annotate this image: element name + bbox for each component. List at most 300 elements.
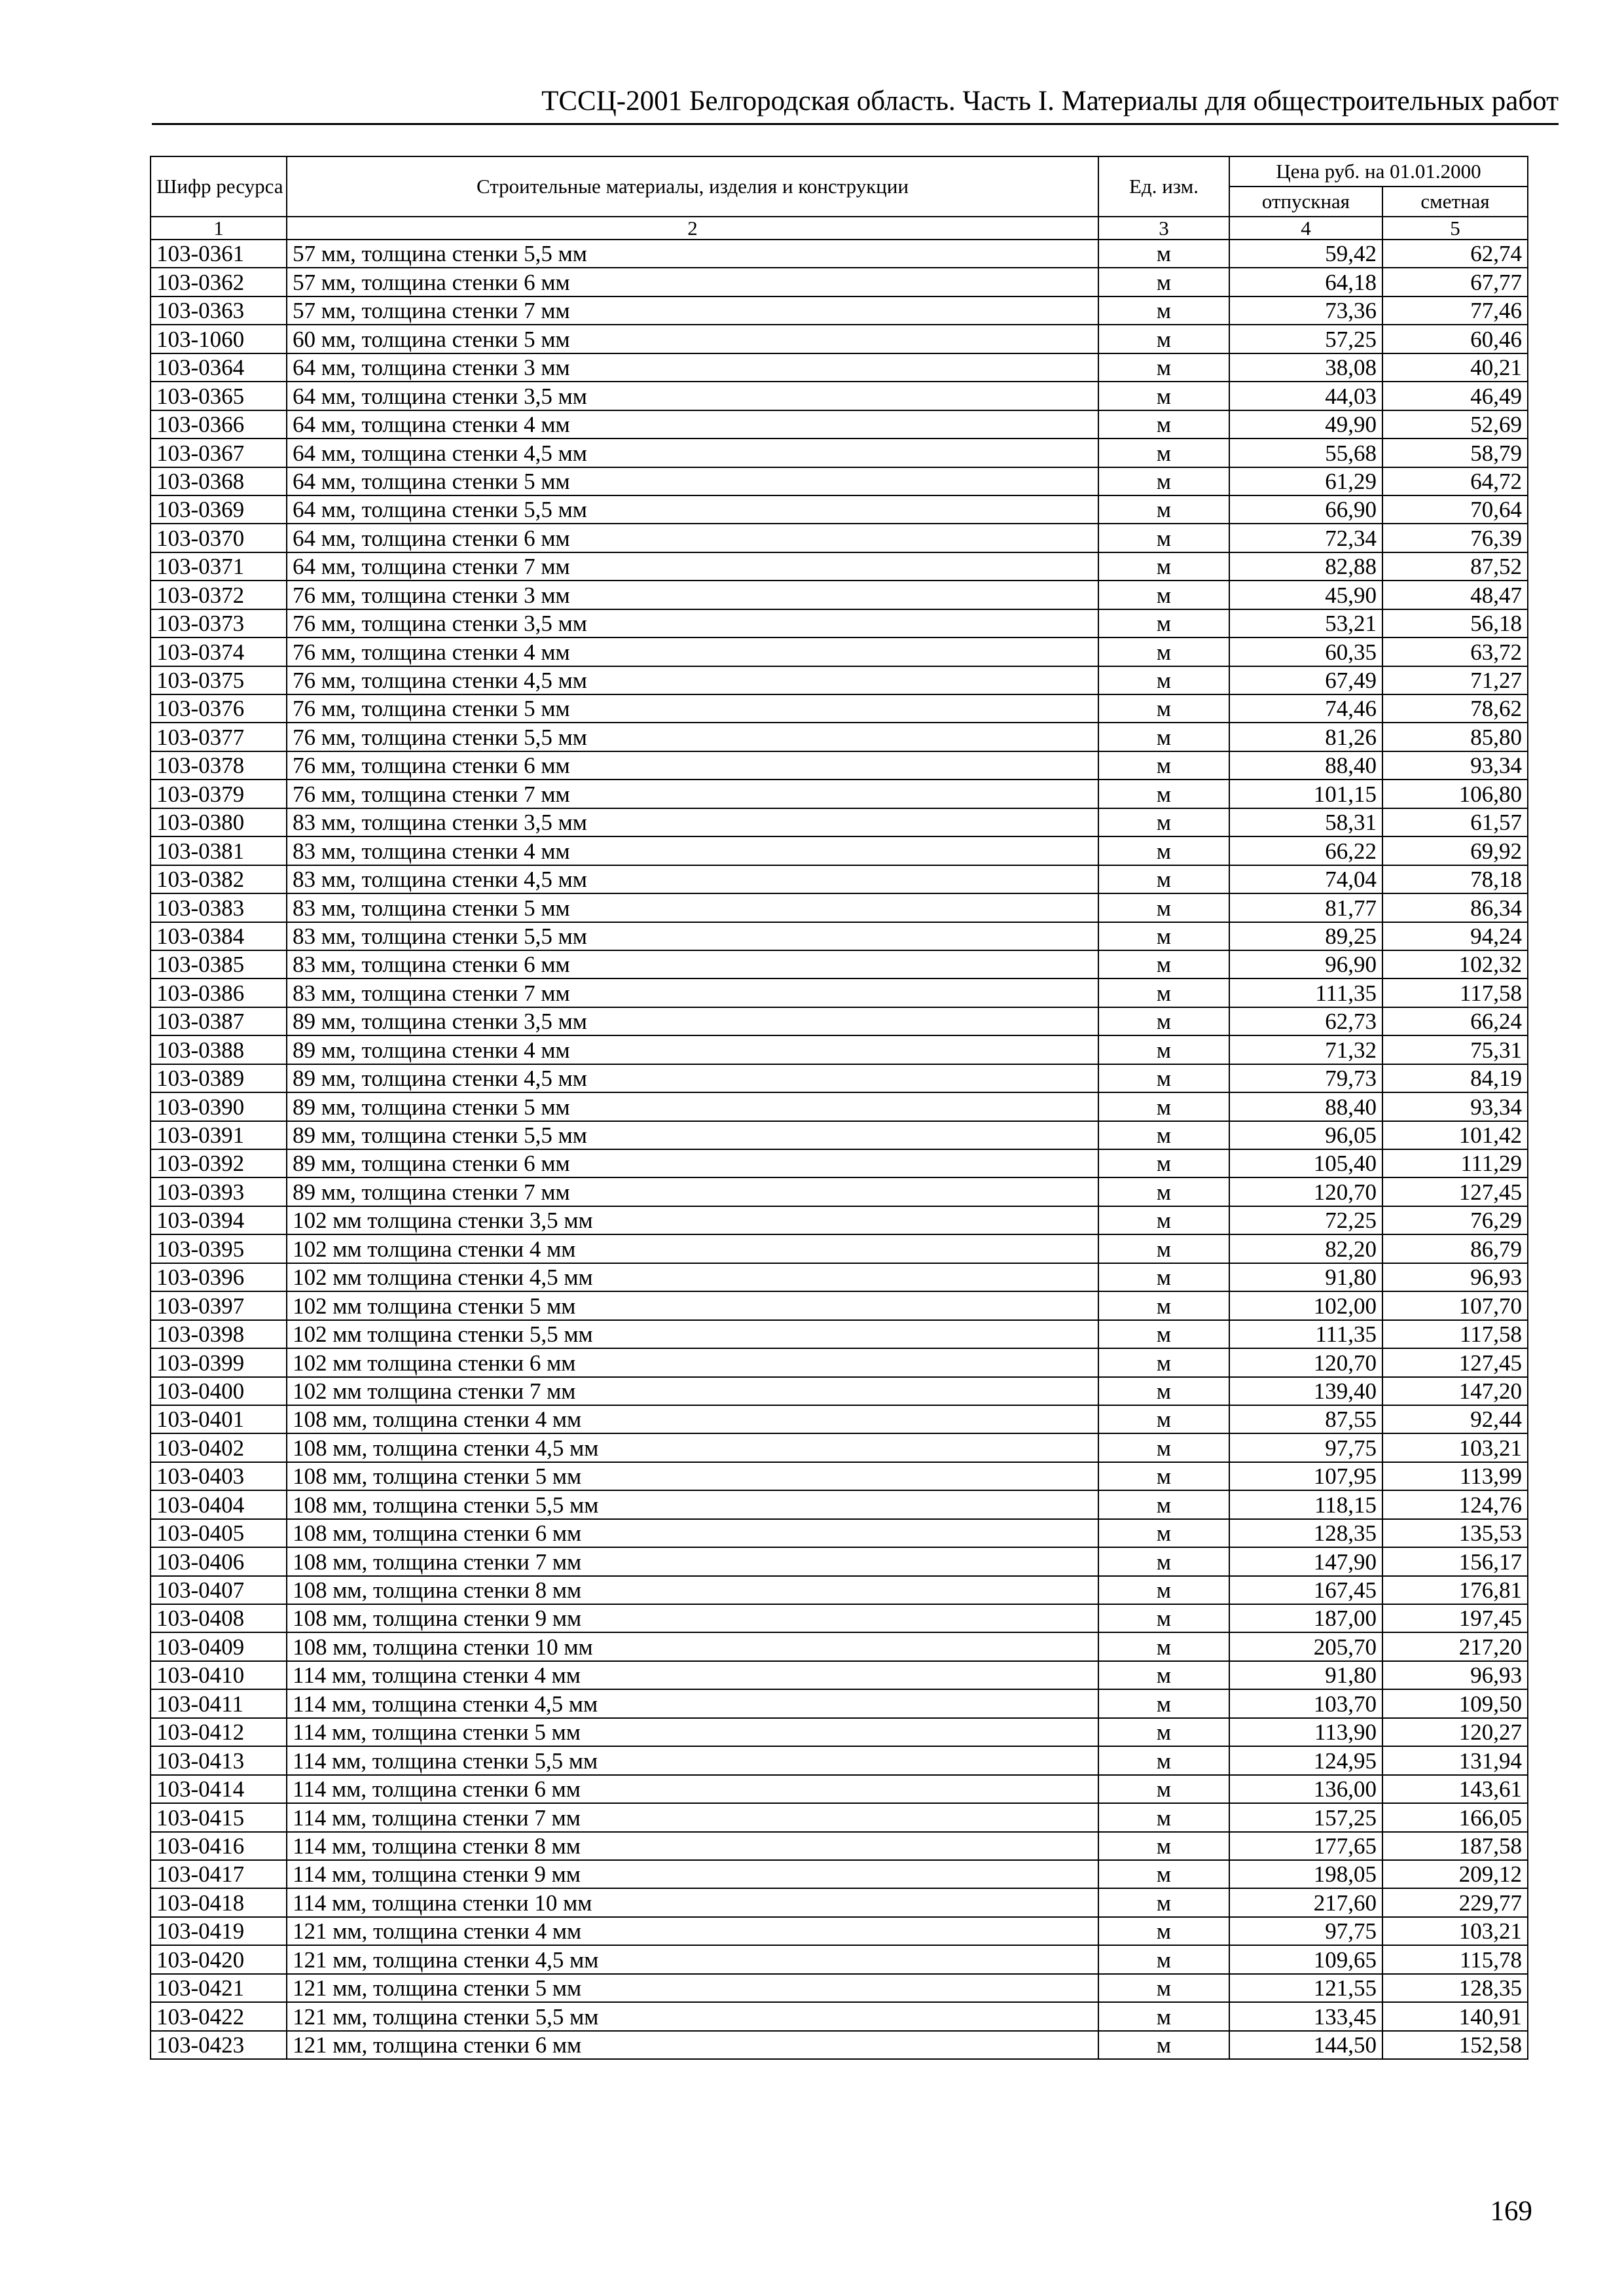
unit-cell: м	[1098, 978, 1229, 1007]
estimate-price-cell: 71,27	[1382, 666, 1528, 694]
estimate-price-cell: 217,20	[1382, 1632, 1528, 1660]
material-name-cell: 64 мм, толщина стенки 5 мм	[287, 467, 1098, 495]
unit-cell: м	[1098, 1121, 1229, 1149]
table-row	[151, 1064, 1528, 1092]
unit-cell: м	[1098, 1462, 1229, 1490]
unit-cell: м	[1098, 1064, 1229, 1092]
material-name-cell: 114 мм, толщина стенки 5 мм	[287, 1718, 1098, 1746]
unit-cell: м	[1098, 1604, 1229, 1632]
estimate-price-cell: 75,31	[1382, 1035, 1528, 1064]
release-price-cell: 74,46	[1229, 694, 1382, 723]
estimate-price-cell: 85,80	[1382, 723, 1528, 751]
estimate-price-cell: 84,19	[1382, 1064, 1528, 1092]
material-name-cell: 76 мм, толщина стенки 3 мм	[287, 581, 1098, 609]
table-row	[151, 1888, 1528, 1916]
resource-code-cell: 103-0407	[151, 1576, 287, 1604]
release-price-cell: 72,34	[1229, 524, 1382, 552]
material-name-cell: 83 мм, толщина стенки 7 мм	[287, 978, 1098, 1007]
material-name-cell: 83 мм, толщина стенки 6 мм	[287, 950, 1098, 978]
material-name-cell: 114 мм, толщина стенки 7 мм	[287, 1803, 1098, 1831]
material-name-cell: 83 мм, толщина стенки 4,5 мм	[287, 865, 1098, 893]
table-row	[151, 353, 1528, 382]
release-price-cell: 55,68	[1229, 439, 1382, 467]
table-row	[151, 1604, 1528, 1632]
estimate-price-cell: 127,45	[1382, 1177, 1528, 1206]
release-price-cell: 139,40	[1229, 1377, 1382, 1405]
table-body	[151, 240, 1528, 2059]
material-name-cell: 89 мм, толщина стенки 4 мм	[287, 1035, 1098, 1064]
resource-code-cell: 103-0421	[151, 1974, 287, 2002]
release-price-cell: 82,88	[1229, 552, 1382, 581]
release-price-cell: 81,26	[1229, 723, 1382, 751]
material-name-cell: 89 мм, толщина стенки 4,5 мм	[287, 1064, 1098, 1092]
resource-code-cell: 103-0414	[151, 1775, 287, 1803]
estimate-price-cell: 76,29	[1382, 1206, 1528, 1234]
table-row	[151, 467, 1528, 495]
header-price-group-label: Цена руб. на 01.01.2000	[1276, 160, 1481, 183]
unit-cell: м	[1098, 467, 1229, 495]
unit-cell: м	[1098, 1206, 1229, 1234]
release-price-cell: 217,60	[1229, 1888, 1382, 1916]
table-row	[151, 1035, 1528, 1064]
table-row	[151, 1405, 1528, 1433]
resource-code-cell: 103-0409	[151, 1632, 287, 1660]
estimate-price-cell: 152,58	[1382, 2031, 1528, 2059]
resource-code-cell: 103-0398	[151, 1320, 287, 1348]
unit-cell: м	[1098, 1519, 1229, 1547]
material-name-cell: 108 мм, толщина стенки 10 мм	[287, 1632, 1098, 1660]
table-row	[151, 950, 1528, 978]
header-price-release: отпускная	[1229, 187, 1382, 217]
page-header-title: ТССЦ-2001 Белгородская область. Часть I. Материалы для общестроительных работ	[152, 84, 1559, 125]
table-row	[151, 495, 1528, 524]
resource-code-cell: 103-0399	[151, 1348, 287, 1376]
material-name-cell: 83 мм, толщина стенки 4 мм	[287, 836, 1098, 865]
material-name-cell: 102 мм толщина стенки 5 мм	[287, 1291, 1098, 1319]
estimate-price-cell: 128,35	[1382, 1974, 1528, 2002]
resource-code-cell: 103-0419	[151, 1917, 287, 1945]
release-price-cell: 66,22	[1229, 836, 1382, 865]
table-row	[151, 1177, 1528, 1206]
header-name	[287, 156, 1098, 217]
material-name-cell: 102 мм толщина стенки 7 мм	[287, 1377, 1098, 1405]
material-name-cell: 64 мм, толщина стенки 3 мм	[287, 353, 1098, 382]
material-name-cell: 114 мм, толщина стенки 8 мм	[287, 1832, 1098, 1860]
resource-code-cell: 103-0382	[151, 865, 287, 893]
material-name-cell: 76 мм, толщина стенки 3,5 мм	[287, 609, 1098, 637]
material-name-cell: 64 мм, толщина стенки 4,5 мм	[287, 439, 1098, 467]
material-name-cell: 57 мм, толщина стенки 5,5 мм	[287, 240, 1098, 268]
table-row	[151, 1234, 1528, 1263]
release-price-cell: 67,49	[1229, 666, 1382, 694]
unit-cell: м	[1098, 723, 1229, 751]
resource-code-cell: 103-0387	[151, 1007, 287, 1035]
material-name-cell: 89 мм, толщина стенки 5,5 мм	[287, 1121, 1098, 1149]
unit-cell: м	[1098, 1291, 1229, 1319]
table-row	[151, 808, 1528, 836]
unit-cell: м	[1098, 1490, 1229, 1518]
resource-code-cell: 103-0415	[151, 1803, 287, 1831]
resource-code-cell: 103-0413	[151, 1746, 287, 1774]
unit-cell: м	[1098, 1718, 1229, 1746]
estimate-price-cell: 61,57	[1382, 808, 1528, 836]
table-row	[151, 382, 1528, 410]
table-row	[151, 666, 1528, 694]
material-name-cell: 64 мм, толщина стенки 6 мм	[287, 524, 1098, 552]
release-price-cell: 187,00	[1229, 1604, 1382, 1632]
material-name-cell: 108 мм, толщина стенки 9 мм	[287, 1604, 1098, 1632]
material-name-cell: 108 мм, толщина стенки 4,5 мм	[287, 1433, 1098, 1462]
release-price-cell: 60,35	[1229, 637, 1382, 666]
resource-code-cell: 103-0404	[151, 1490, 287, 1518]
material-name-cell: 108 мм, толщина стенки 5,5 мм	[287, 1490, 1098, 1518]
estimate-price-cell: 229,77	[1382, 1888, 1528, 1916]
table-row	[151, 1121, 1528, 1149]
release-price-cell: 111,35	[1229, 978, 1382, 1007]
unit-cell: м	[1098, 893, 1229, 922]
release-price-cell: 109,65	[1229, 1945, 1382, 1973]
estimate-price-cell: 102,32	[1382, 950, 1528, 978]
resource-code-cell: 103-0379	[151, 780, 287, 808]
resource-code-cell: 103-0362	[151, 268, 287, 296]
release-price-cell: 157,25	[1229, 1803, 1382, 1831]
release-price-cell: 81,77	[1229, 893, 1382, 922]
header-price-group	[1229, 156, 1528, 187]
release-price-cell: 120,70	[1229, 1177, 1382, 1206]
estimate-price-cell: 147,20	[1382, 1377, 1528, 1405]
table-row	[151, 637, 1528, 666]
resource-code-cell: 103-0363	[151, 296, 287, 325]
header-unit	[1098, 156, 1229, 217]
estimate-price-cell: 115,78	[1382, 1945, 1528, 1973]
estimate-price-cell: 101,42	[1382, 1121, 1528, 1149]
estimate-price-cell: 46,49	[1382, 382, 1528, 410]
release-price-cell: 79,73	[1229, 1064, 1382, 1092]
unit-cell: м	[1098, 1263, 1229, 1291]
release-price-cell: 102,00	[1229, 1291, 1382, 1319]
material-name-cell: 102 мм толщина стенки 4 мм	[287, 1234, 1098, 1263]
material-name-cell: 121 мм, толщина стенки 6 мм	[287, 2031, 1098, 2059]
resource-code-cell: 103-0423	[151, 2031, 287, 2059]
release-price-cell: 88,40	[1229, 751, 1382, 780]
estimate-price-cell: 187,58	[1382, 1832, 1528, 1860]
resource-code-cell: 103-0405	[151, 1519, 287, 1547]
table-row	[151, 439, 1528, 467]
release-price-cell: 57,25	[1229, 325, 1382, 353]
header-code	[151, 156, 287, 217]
material-name-cell: 89 мм, толщина стенки 3,5 мм	[287, 1007, 1098, 1035]
estimate-price-cell: 197,45	[1382, 1604, 1528, 1632]
unit-cell: м	[1098, 524, 1229, 552]
unit-cell: м	[1098, 751, 1229, 780]
table-header-row	[151, 156, 1528, 187]
table-row	[151, 893, 1528, 922]
table-row	[151, 1149, 1528, 1177]
resource-code-cell: 103-0369	[151, 495, 287, 524]
table-row	[151, 1519, 1528, 1547]
table-row	[151, 552, 1528, 581]
resource-code-cell: 103-0385	[151, 950, 287, 978]
resource-code-cell: 103-0368	[151, 467, 287, 495]
unit-cell: м	[1098, 1945, 1229, 1973]
material-name-cell: 76 мм, толщина стенки 5,5 мм	[287, 723, 1098, 751]
release-price-cell: 64,18	[1229, 268, 1382, 296]
table-row	[151, 1348, 1528, 1376]
resource-code-cell: 103-0406	[151, 1547, 287, 1575]
release-price-cell: 71,32	[1229, 1035, 1382, 1064]
material-name-cell: 89 мм, толщина стенки 6 мм	[287, 1149, 1098, 1177]
release-price-cell: 45,90	[1229, 581, 1382, 609]
resource-code-cell: 103-0394	[151, 1206, 287, 1234]
release-price-cell: 205,70	[1229, 1632, 1382, 1660]
estimate-price-cell: 64,72	[1382, 467, 1528, 495]
unit-cell: м	[1098, 1689, 1229, 1717]
release-price-cell: 91,80	[1229, 1661, 1382, 1689]
table-row	[151, 2031, 1528, 2059]
estimate-price-cell: 86,34	[1382, 893, 1528, 922]
release-price-cell: 177,65	[1229, 1832, 1382, 1860]
estimate-price-cell: 69,92	[1382, 836, 1528, 865]
column-number: 3	[1098, 217, 1229, 240]
column-number: 1	[151, 217, 287, 240]
resource-code-cell: 103-0395	[151, 1234, 287, 1263]
price-table	[150, 156, 1528, 2060]
unit-cell: м	[1098, 1377, 1229, 1405]
resource-code-cell: 103-0411	[151, 1689, 287, 1717]
table-row	[151, 1547, 1528, 1575]
estimate-price-cell: 166,05	[1382, 1803, 1528, 1831]
table-row	[151, 922, 1528, 950]
estimate-price-cell: 60,46	[1382, 325, 1528, 353]
table-row	[151, 1433, 1528, 1462]
material-name-cell: 89 мм, толщина стенки 7 мм	[287, 1177, 1098, 1206]
resource-code-cell: 103-0388	[151, 1035, 287, 1064]
unit-cell: м	[1098, 1234, 1229, 1263]
material-name-cell: 102 мм толщина стенки 5,5 мм	[287, 1320, 1098, 1348]
table-row	[151, 1832, 1528, 1860]
material-name-cell: 108 мм, толщина стенки 8 мм	[287, 1576, 1098, 1604]
material-name-cell: 114 мм, толщина стенки 5,5 мм	[287, 1746, 1098, 1774]
material-name-cell: 83 мм, толщина стенки 3,5 мм	[287, 808, 1098, 836]
material-name-cell: 121 мм, толщина стенки 4,5 мм	[287, 1945, 1098, 1973]
material-name-cell: 89 мм, толщина стенки 5 мм	[287, 1092, 1098, 1121]
resource-code-cell: 103-0393	[151, 1177, 287, 1206]
estimate-price-cell: 70,64	[1382, 495, 1528, 524]
resource-code-cell: 103-0396	[151, 1263, 287, 1291]
estimate-price-cell: 176,81	[1382, 1576, 1528, 1604]
unit-cell: м	[1098, 1746, 1229, 1774]
table-row	[151, 1490, 1528, 1518]
unit-cell: м	[1098, 2002, 1229, 2030]
table-row	[151, 268, 1528, 296]
unit-cell: м	[1098, 552, 1229, 581]
unit-cell: м	[1098, 950, 1229, 978]
resource-code-cell: 103-0392	[151, 1149, 287, 1177]
estimate-price-cell: 209,12	[1382, 1860, 1528, 1888]
resource-code-cell: 103-0374	[151, 637, 287, 666]
material-name-cell: 64 мм, толщина стенки 3,5 мм	[287, 382, 1098, 410]
resource-code-cell: 103-0373	[151, 609, 287, 637]
resource-code-cell: 103-0370	[151, 524, 287, 552]
unit-cell: м	[1098, 353, 1229, 382]
material-name-cell: 108 мм, толщина стенки 4 мм	[287, 1405, 1098, 1433]
estimate-price-cell: 48,47	[1382, 581, 1528, 609]
estimate-price-cell: 107,70	[1382, 1291, 1528, 1319]
unit-cell: м	[1098, 1832, 1229, 1860]
resource-code-cell: 103-0361	[151, 240, 287, 268]
table-row	[151, 524, 1528, 552]
unit-cell: м	[1098, 1092, 1229, 1121]
material-name-cell: 114 мм, толщина стенки 4 мм	[287, 1661, 1098, 1689]
material-name-cell: 76 мм, толщина стенки 4,5 мм	[287, 666, 1098, 694]
resource-code-cell: 103-0386	[151, 978, 287, 1007]
header-name-label: Строительные материалы, изделия и конструкции	[476, 175, 909, 198]
material-name-cell: 102 мм толщина стенки 6 мм	[287, 1348, 1098, 1376]
material-name-cell: 76 мм, толщина стенки 5 мм	[287, 694, 1098, 723]
release-price-cell: 124,95	[1229, 1746, 1382, 1774]
material-name-cell: 64 мм, толщина стенки 5,5 мм	[287, 495, 1098, 524]
resource-code-cell: 103-0375	[151, 666, 287, 694]
resource-code-cell: 103-0384	[151, 922, 287, 950]
release-price-cell: 87,55	[1229, 1405, 1382, 1433]
table-row	[151, 751, 1528, 780]
table-row	[151, 723, 1528, 751]
resource-code-cell: 103-0372	[151, 581, 287, 609]
table-row	[151, 1320, 1528, 1348]
resource-code-cell: 103-0401	[151, 1405, 287, 1433]
table-row	[151, 1718, 1528, 1746]
unit-cell: м	[1098, 1576, 1229, 1604]
unit-cell: м	[1098, 1917, 1229, 1945]
unit-cell: м	[1098, 495, 1229, 524]
unit-cell: м	[1098, 1433, 1229, 1462]
resource-code-cell: 103-0378	[151, 751, 287, 780]
estimate-price-cell: 40,21	[1382, 353, 1528, 382]
unit-cell: м	[1098, 1348, 1229, 1376]
release-price-cell: 53,21	[1229, 609, 1382, 637]
release-price-cell: 198,05	[1229, 1860, 1382, 1888]
material-name-cell: 108 мм, толщина стенки 5 мм	[287, 1462, 1098, 1490]
release-price-cell: 103,70	[1229, 1689, 1382, 1717]
unit-cell: м	[1098, 1888, 1229, 1916]
estimate-price-cell: 58,79	[1382, 439, 1528, 467]
unit-cell: м	[1098, 1405, 1229, 1433]
material-name-cell: 102 мм толщина стенки 3,5 мм	[287, 1206, 1098, 1234]
resource-code-cell: 103-0412	[151, 1718, 287, 1746]
table-row	[151, 410, 1528, 439]
unit-cell: м	[1098, 410, 1229, 439]
header-code-label: Шифр ресурса	[156, 175, 283, 198]
resource-code-cell: 103-0400	[151, 1377, 287, 1405]
resource-code-cell: 103-0380	[151, 808, 287, 836]
table-row	[151, 1092, 1528, 1121]
resource-code-cell: 103-0381	[151, 836, 287, 865]
table-row	[151, 1945, 1528, 1973]
resource-code-cell: 103-1060	[151, 325, 287, 353]
release-price-cell: 44,03	[1229, 382, 1382, 410]
table-row	[151, 581, 1528, 609]
resource-code-cell: 103-0365	[151, 382, 287, 410]
table-row	[151, 1263, 1528, 1291]
estimate-price-cell: 120,27	[1382, 1718, 1528, 1746]
release-price-cell: 82,20	[1229, 1234, 1382, 1263]
table-row	[151, 978, 1528, 1007]
estimate-price-cell: 117,58	[1382, 978, 1528, 1007]
unit-cell: м	[1098, 1860, 1229, 1888]
resource-code-cell: 103-0402	[151, 1433, 287, 1462]
release-price-cell: 167,45	[1229, 1576, 1382, 1604]
estimate-price-cell: 67,77	[1382, 268, 1528, 296]
unit-cell: м	[1098, 1149, 1229, 1177]
material-name-cell: 76 мм, толщина стенки 6 мм	[287, 751, 1098, 780]
resource-code-cell: 103-0420	[151, 1945, 287, 1973]
unit-cell: м	[1098, 581, 1229, 609]
material-name-cell: 102 мм толщина стенки 4,5 мм	[287, 1263, 1098, 1291]
resource-code-cell: 103-0389	[151, 1064, 287, 1092]
material-name-cell: 76 мм, толщина стенки 4 мм	[287, 637, 1098, 666]
estimate-price-cell: 66,24	[1382, 1007, 1528, 1035]
unit-cell: м	[1098, 296, 1229, 325]
release-price-cell: 121,55	[1229, 1974, 1382, 2002]
unit-cell: м	[1098, 1547, 1229, 1575]
resource-code-cell: 103-0403	[151, 1462, 287, 1490]
table-row	[151, 780, 1528, 808]
material-name-cell: 121 мм, толщина стенки 5 мм	[287, 1974, 1098, 2002]
unit-cell: м	[1098, 439, 1229, 467]
estimate-price-cell: 87,52	[1382, 552, 1528, 581]
estimate-price-cell: 103,21	[1382, 1917, 1528, 1945]
estimate-price-cell: 124,76	[1382, 1490, 1528, 1518]
estimate-price-cell: 52,69	[1382, 410, 1528, 439]
release-price-cell: 128,35	[1229, 1519, 1382, 1547]
estimate-price-cell: 93,34	[1382, 1092, 1528, 1121]
estimate-price-cell: 76,39	[1382, 524, 1528, 552]
table-row	[151, 836, 1528, 865]
estimate-price-cell: 127,45	[1382, 1348, 1528, 1376]
resource-code-cell: 103-0408	[151, 1604, 287, 1632]
unit-cell: м	[1098, 780, 1229, 808]
material-name-cell: 60 мм, толщина стенки 5 мм	[287, 325, 1098, 353]
estimate-price-cell: 94,24	[1382, 922, 1528, 950]
material-name-cell: 114 мм, толщина стенки 10 мм	[287, 1888, 1098, 1916]
release-price-cell: 72,25	[1229, 1206, 1382, 1234]
column-number-row	[151, 217, 1528, 240]
resource-code-cell: 103-0418	[151, 1888, 287, 1916]
estimate-price-cell: 63,72	[1382, 637, 1528, 666]
estimate-price-cell: 111,29	[1382, 1149, 1528, 1177]
release-price-cell: 58,31	[1229, 808, 1382, 836]
resource-code-cell: 103-0390	[151, 1092, 287, 1121]
column-number: 2	[287, 217, 1098, 240]
material-name-cell: 121 мм, толщина стенки 5,5 мм	[287, 2002, 1098, 2030]
resource-code-cell: 103-0416	[151, 1832, 287, 1860]
page-number: 169	[1490, 2196, 1532, 2227]
unit-cell: м	[1098, 240, 1229, 268]
unit-cell: м	[1098, 1177, 1229, 1206]
estimate-price-cell: 92,44	[1382, 1405, 1528, 1433]
unit-cell: м	[1098, 865, 1229, 893]
table-row	[151, 1206, 1528, 1234]
table-row	[151, 1689, 1528, 1717]
unit-cell: м	[1098, 1320, 1229, 1348]
unit-cell: м	[1098, 694, 1229, 723]
table-row	[151, 1007, 1528, 1035]
release-price-cell: 74,04	[1229, 865, 1382, 893]
unit-cell: м	[1098, 325, 1229, 353]
unit-cell: м	[1098, 1007, 1229, 1035]
release-price-cell: 105,40	[1229, 1149, 1382, 1177]
resource-code-cell: 103-0367	[151, 439, 287, 467]
